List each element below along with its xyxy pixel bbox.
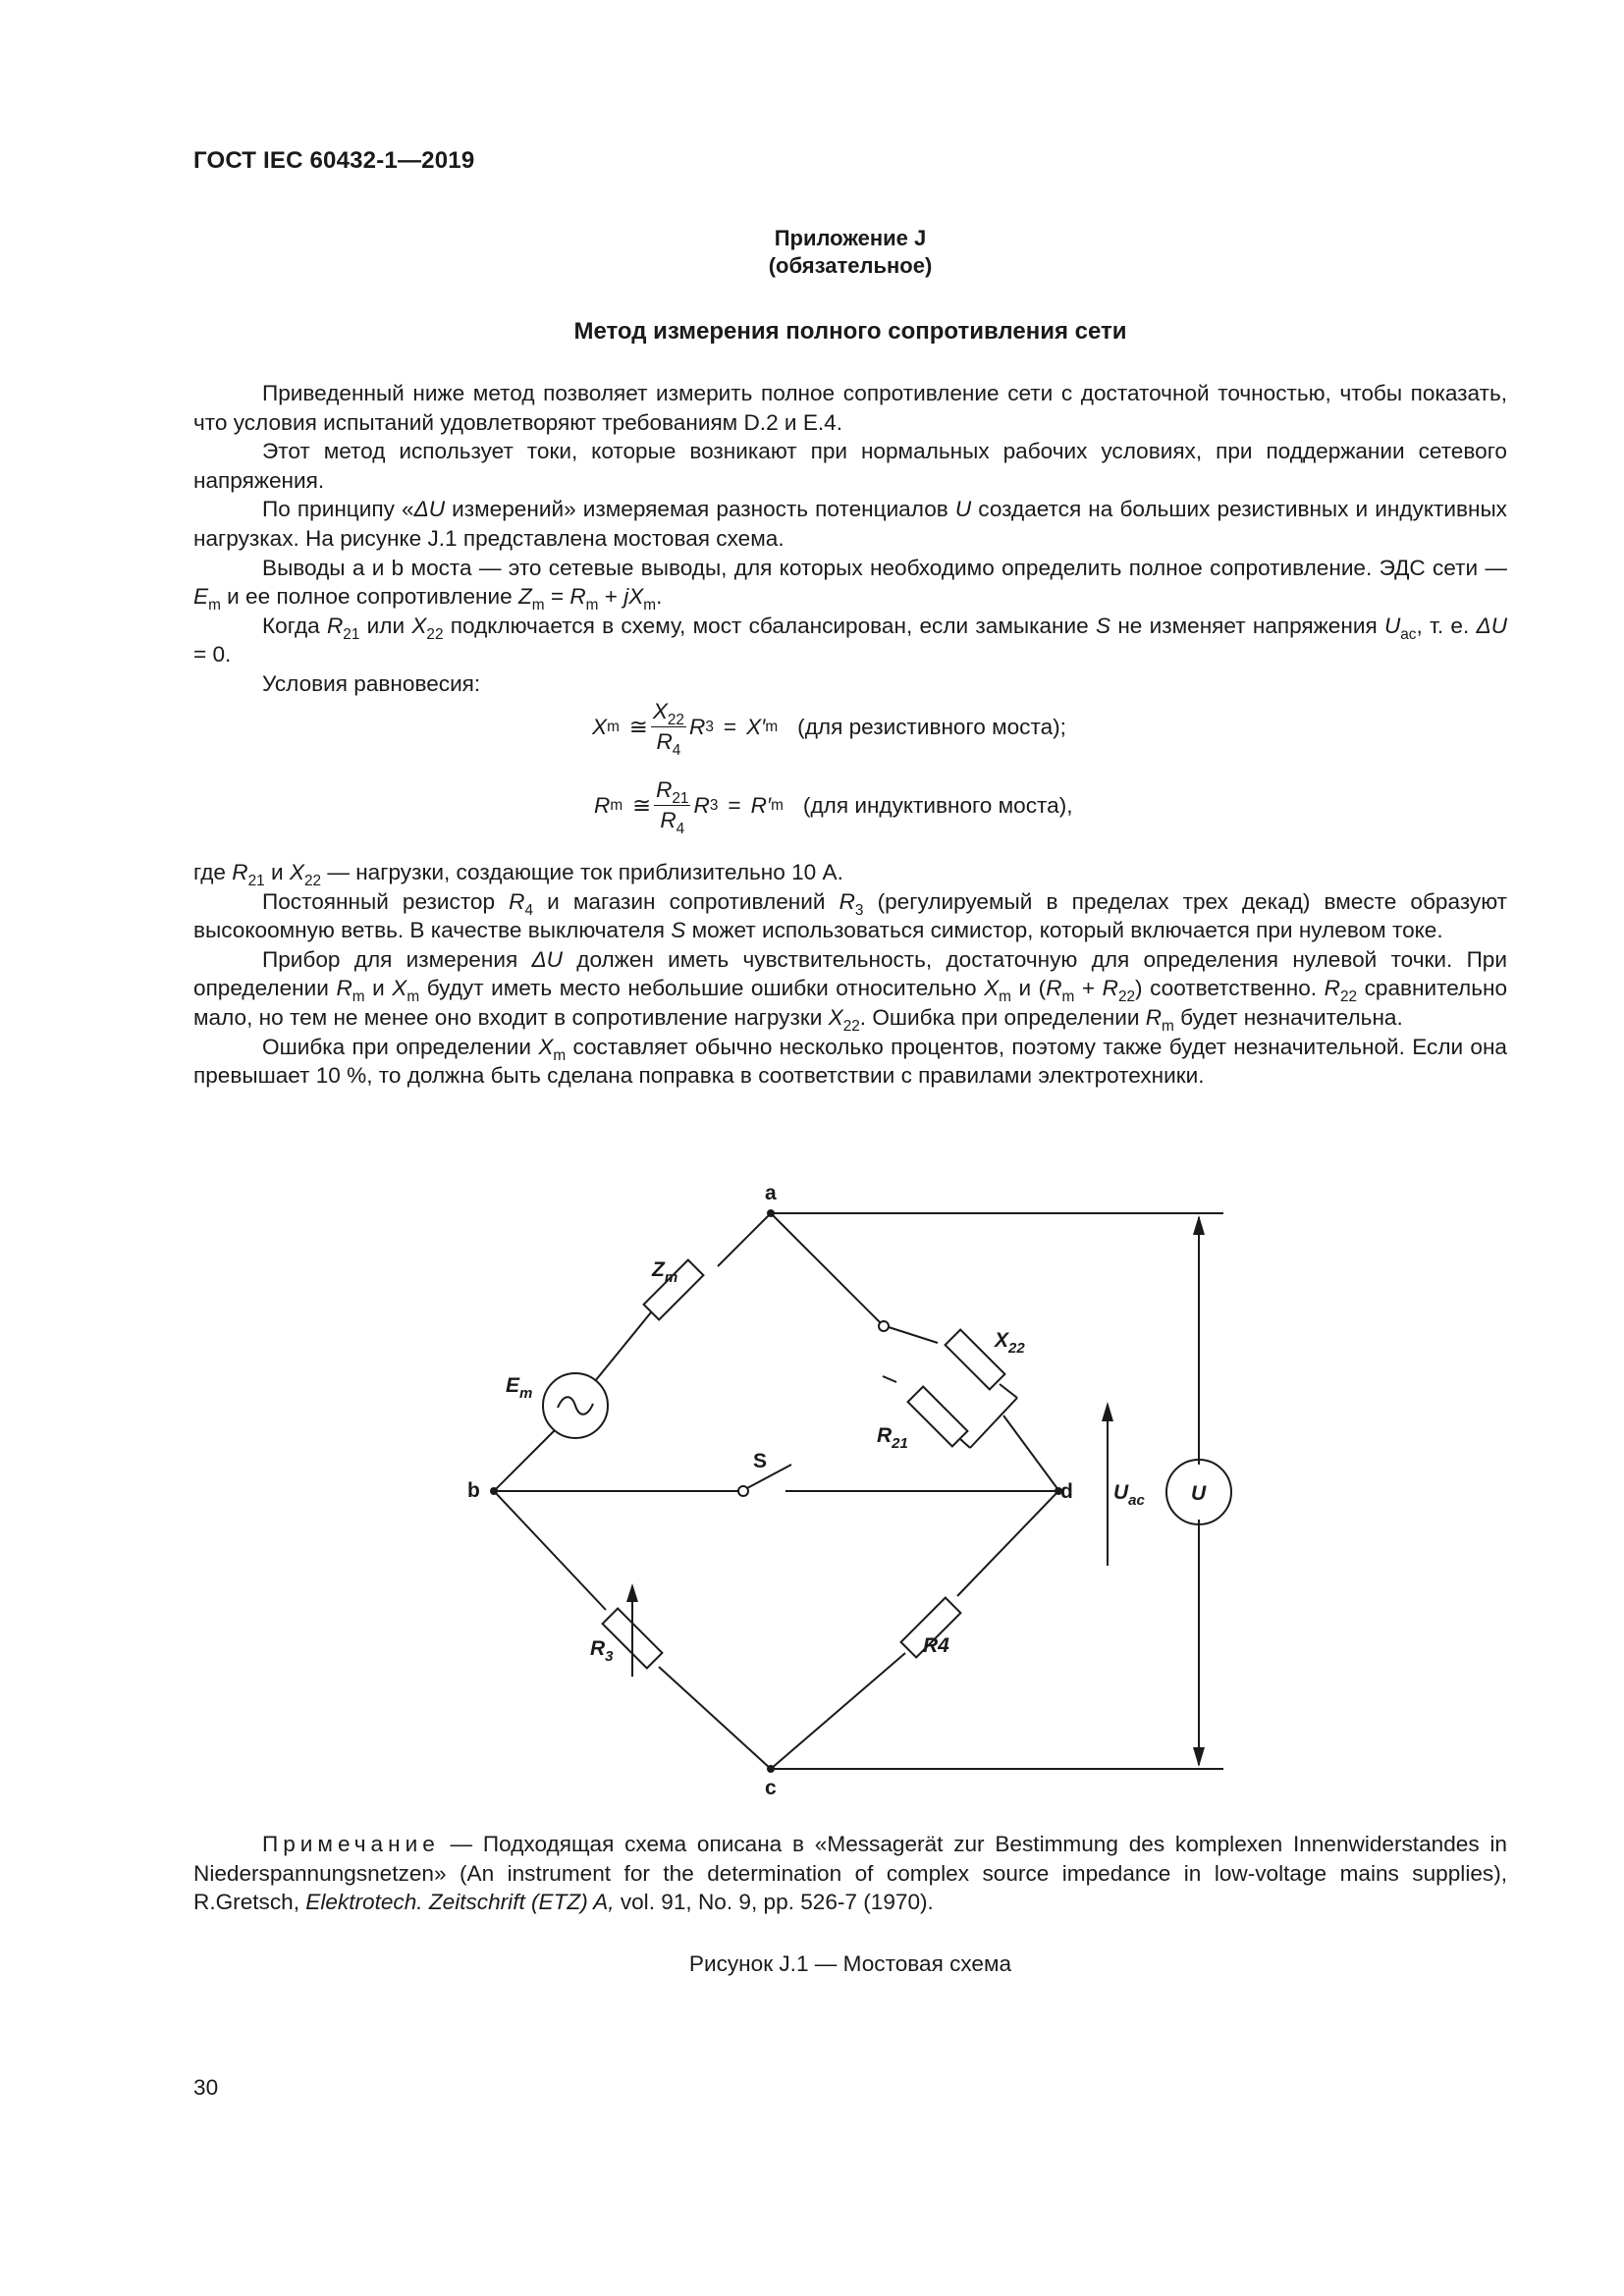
x22-lower-lead bbox=[1000, 1384, 1017, 1398]
fraction-x22-r4: $\frac{X_{22}}{R_4}$ bbox=[652, 699, 684, 759]
r21-resistor bbox=[908, 1387, 968, 1447]
wire-zm-em bbox=[595, 1312, 651, 1381]
paragraph-1: Приведенный ниже метод позволяет измерить полное сопротивление сети с достаточной точностью, чтобы показать, что условия испытаний удовлетворяют требованиям D.2 и E.4. bbox=[193, 381, 1507, 435]
meter-arrow-down bbox=[1193, 1747, 1205, 1767]
label-r3: $R_3$ bbox=[590, 1637, 614, 1665]
formula-resistive-bridge: X m ≅ $\frac{X_{22}}{R_4}$ R 3 = X′ m (для резистивного моста); bbox=[592, 699, 1066, 759]
label-em: $E_m$ bbox=[506, 1374, 533, 1402]
paragraph-6: Условия равновесия: bbox=[262, 670, 481, 696]
page-number: 30 bbox=[193, 2075, 219, 2100]
wire-parallel-d bbox=[1003, 1415, 1058, 1490]
document-header: ГОСТ IEC 60432-1—2019 bbox=[193, 147, 475, 174]
wire-r4-c bbox=[771, 1653, 905, 1769]
figure-caption: Рисунок J.1 — Мостовая схема bbox=[688, 1951, 1012, 1976]
label-r21: $R_{21}$ bbox=[877, 1424, 908, 1452]
label-node-a: a bbox=[765, 1182, 777, 1204]
figure-note: Примечание — Подходящая схема описана в «Messagerät zur Bestimmung des komplexen Innenwiderstandes in Niederspannungsnetzen» (An instrument for the determination of complex source impedance in low-voltage mains supplies), R.Gretsch, Elektrotech. Zeitschrift (ETZ) A, vol. 91, No. 9, pp. 526-7 (1970). bbox=[193, 1832, 1507, 1915]
paragraph-9: Прибор для измерения ΔU должен иметь чувствительность, достаточную для определения нулевой точки. При определении $R_m$ и $X_m$ будут иметь место небольшие ошибки относительно $X_m$ и $(R_m + R_{22})$ соответственно. $R_{22}$ сравнительно мало, но тем не менее оно входит в сопротивление нагрузки $X_{22}$. Ошибка при определении $R_m$ будет незначительна. bbox=[193, 946, 1508, 1035]
journal-title: Elektrotech. Zeitschrift (ETZ) A, bbox=[305, 1890, 615, 1915]
label-zm: $Z_m$ bbox=[652, 1258, 678, 1286]
label-node-b: b bbox=[467, 1479, 480, 1502]
paragraph-8: Постоянный резистор $R_4$ и магазин сопротивлений $R_3$ (регулируемый в пределах трех декад) вместе образуют высокоомную ветвь. В качестве выключателя S может использоваться симистор, который включается при нулевом токе. bbox=[193, 888, 1507, 943]
wire-em-b bbox=[494, 1430, 555, 1491]
r21-lower-lead bbox=[960, 1439, 970, 1448]
paragraph-10: Ошибка при определении $X_m$ составляет обычно несколько процентов, поэтому также будет незначительной. Если она превышает 10 %, то должна быть сделана поправка в соответствии с правилами электротехники. bbox=[193, 1034, 1507, 1089]
label-x22: $X_{22}$ bbox=[995, 1329, 1025, 1357]
node-a-dot bbox=[767, 1209, 775, 1217]
label-uac: $U_{ac}$ bbox=[1113, 1481, 1145, 1509]
wire-d-r4 bbox=[957, 1491, 1058, 1596]
label-s: S bbox=[753, 1450, 768, 1472]
appendix-title: Приложение J bbox=[774, 226, 927, 250]
note-label: Примечание bbox=[262, 1832, 440, 1856]
tilde-symbol bbox=[558, 1397, 593, 1415]
paragraph-2: Этот метод использует токи, которые возникают при нормальных рабочих условиях, при поддержании сетевого напряжения. bbox=[193, 439, 1507, 493]
uac-arrowhead bbox=[1102, 1402, 1113, 1421]
paragraph-5: Когда $R_{21}$ или $X_{22}$ подключается в схему, мост сбалансирован, если замыкание S не изменяет напряжения $U_{ac}$, т. е. ΔU = 0. bbox=[193, 613, 1508, 667]
x22-switch-pivot bbox=[879, 1321, 889, 1331]
fraction-r21-r4: $\frac{R_{21}}{R_4}$ bbox=[656, 777, 689, 837]
r3-adjust-arrowhead bbox=[626, 1583, 638, 1602]
wire-a-x22-switch bbox=[771, 1213, 881, 1323]
wire-b-r3 bbox=[494, 1491, 606, 1610]
meter-arrow-up bbox=[1193, 1215, 1205, 1235]
x22-switch-blade bbox=[889, 1327, 938, 1343]
wire-a-zm bbox=[718, 1213, 771, 1266]
formula-inductive-bridge: R m ≅ $\frac{R_{21}}{R_4}$ R 3 = R′ m (для индуктивного моста), bbox=[594, 777, 1073, 837]
parallel-join bbox=[970, 1398, 1017, 1448]
label-r4: R4 bbox=[923, 1634, 949, 1657]
switch-s-contact bbox=[738, 1486, 748, 1496]
label-voltmeter-u: U bbox=[1191, 1482, 1207, 1505]
wire-r3-c bbox=[659, 1667, 771, 1769]
r21-switch-blade bbox=[883, 1376, 896, 1382]
appendix-status: (обязательное) bbox=[768, 253, 933, 278]
paragraph-3: По принципу «ΔU измерений» измеряемая разность потенциалов U создается на больших резистивных и индуктивных нагрузках. На рисунке J.1 представлена мостовая схема. bbox=[193, 497, 1507, 551]
section-title: Метод измерения полного сопротивления сети bbox=[573, 318, 1127, 345]
paragraph-4: Выводы a и b моста — это сетевые выводы, для которых необходимо определить полное сопротивление. ЭДС сети — $E_m$ и ее полное сопротивление $Z_m = R_m + jX_m$. bbox=[193, 555, 1507, 614]
label-node-c: c bbox=[765, 1777, 777, 1799]
label-node-d: d bbox=[1060, 1480, 1073, 1503]
node-b-dot bbox=[490, 1487, 498, 1495]
node-c-dot bbox=[767, 1765, 775, 1773]
paragraph-7: где $R_{21}$ и $X_{22}$ — нагрузки, создающие ток приблизительно 10 А. bbox=[193, 860, 843, 889]
